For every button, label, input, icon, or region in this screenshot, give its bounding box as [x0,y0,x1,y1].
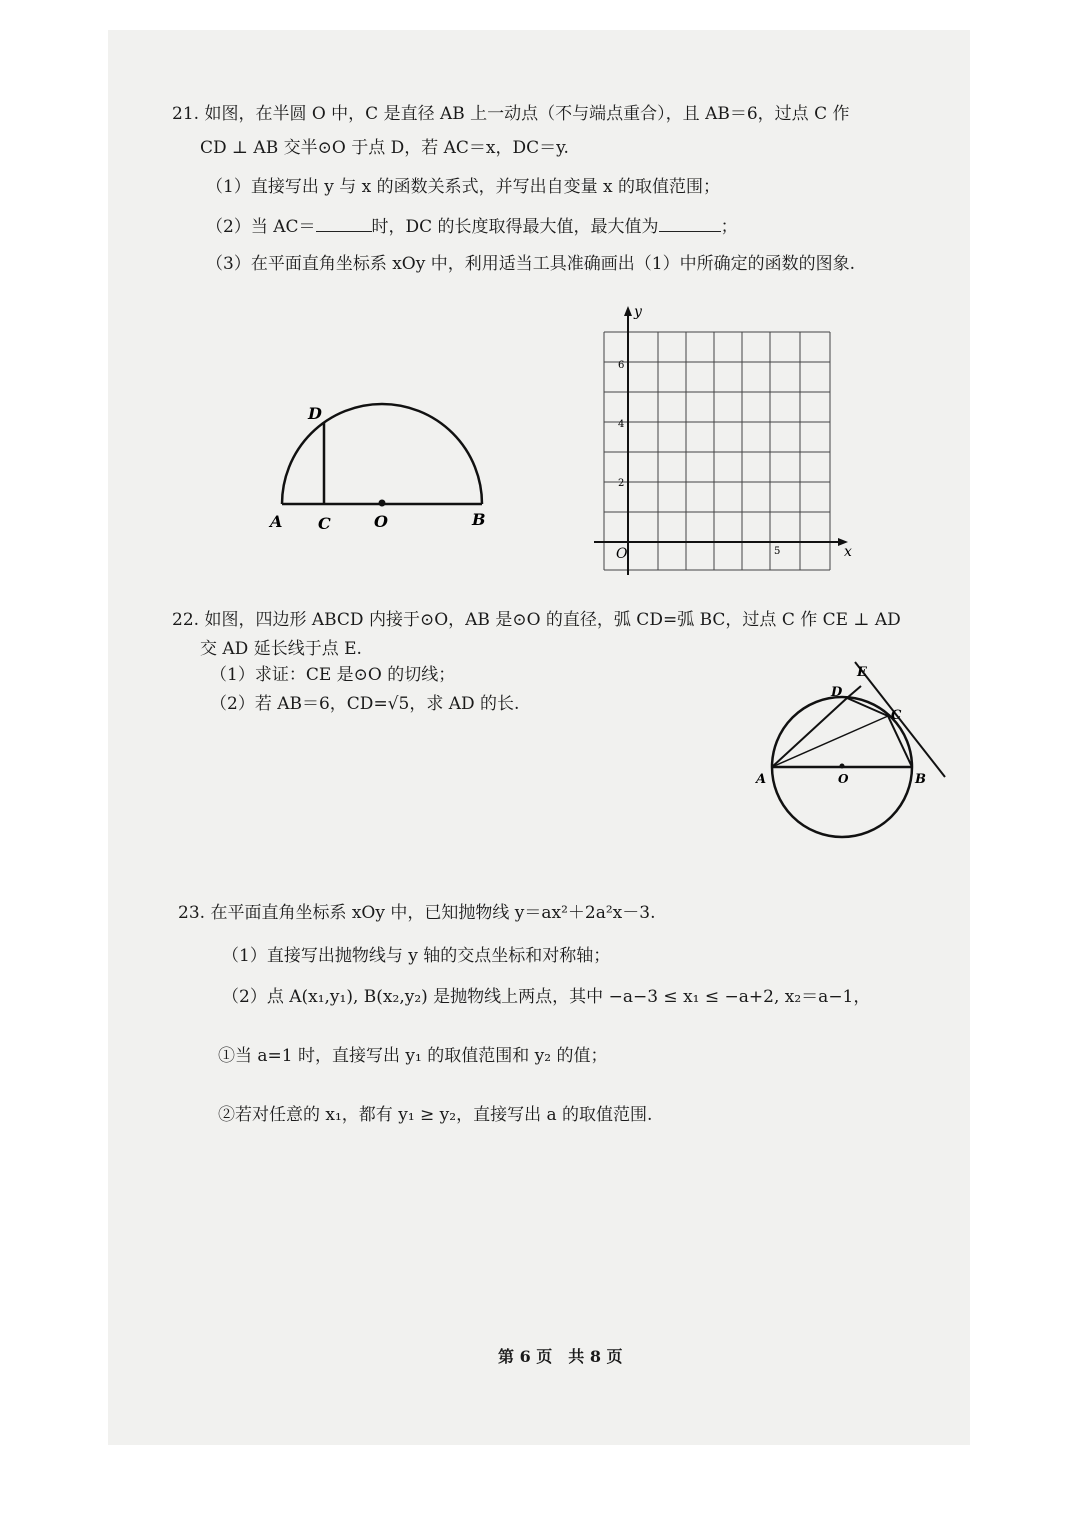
circle-figure [745,652,960,842]
label-O2: O [838,772,849,786]
q23-part2: （2）点 A(x₁,y₁), B(x₂,y₂) 是抛物线上两点，其中 −a−3 ≤ x₁ ≤ −a+2, x₂＝a−1， [222,987,871,1007]
q23-part1: （1）直接写出抛物线与 y 轴的交点坐标和对称轴； [222,946,611,966]
label-C: C [318,514,331,533]
label-D2: D [831,685,843,700]
answer-blank-max[interactable] [659,215,721,232]
q21-part2-c: ； [720,217,738,237]
q21-part2 [206,215,738,238]
origin-label: O [616,546,628,562]
q21-line1: 21. 如图，在半圆 O 中，C 是直径 AB 上一动点（不与端点重合），且 AB＝6，过点 C 作 [172,104,850,124]
label-A2: A [756,772,767,787]
semicircle-figure [262,395,502,535]
x-axis-label: x [844,544,852,560]
q23-sub1: ①当 a=1 时，直接写出 y₁ 的取值范围和 y₂ 的值； [218,1046,608,1066]
label-D: D [308,404,322,423]
label-B2: B [915,772,926,787]
y-tick-2: 2 [618,478,625,489]
page-number: 第 6 页 共 8 页 [498,1347,623,1366]
q21-part2-b: 时，DC 的长度取得最大值，最大值为 [371,217,659,237]
x-tick-5: 5 [774,546,781,557]
q21-line2: CD ⊥ AB 交半⊙O 于点 D，若 AC＝x，DC＝y. [200,138,569,158]
q22-part1: （1）求证：CE 是⊙O 的切线； [210,665,456,685]
y-tick-6: 6 [618,360,625,371]
q22-line2: 交 AD 延长线于点 E. [200,639,362,659]
label-C2: C [891,708,902,723]
label-B: B [472,510,486,529]
q22-line1: 22. 如图，四边形 ABCD 内接于⊙O，AB 是⊙O 的直径，弧 CD=弧 BC，过点 C 作 CE ⊥ AD [172,610,901,630]
label-A: A [270,512,283,531]
y-tick-4: 4 [618,419,625,430]
answer-blank-ac[interactable] [316,215,372,232]
label-E: E [857,665,867,680]
q21-part3: （3）在平面直角坐标系 xOy 中，利用适当工具准确画出（1）中所确定的函数的图象. [206,254,855,274]
y-axis-label: y [634,304,642,320]
q23-sub2: ②若对任意的 x₁，都有 y₁ ≥ y₂，直接写出 a 的取值范围. [218,1105,653,1125]
q23-line1: 23. 在平面直角坐标系 xOy 中，已知抛物线 y＝ax²＋2a²x－3. [178,903,656,923]
q21-part2-a: （2）当 AC＝ [206,217,316,237]
coordinate-grid[interactable] [590,300,865,585]
label-O: O [374,512,388,531]
q21-part1: （1）直接写出 y 与 x 的函数关系式，并写出自变量 x 的取值范围； [206,177,721,197]
q22-part2: （2）若 AB＝6，CD=√5，求 AD 的长. [210,694,520,714]
